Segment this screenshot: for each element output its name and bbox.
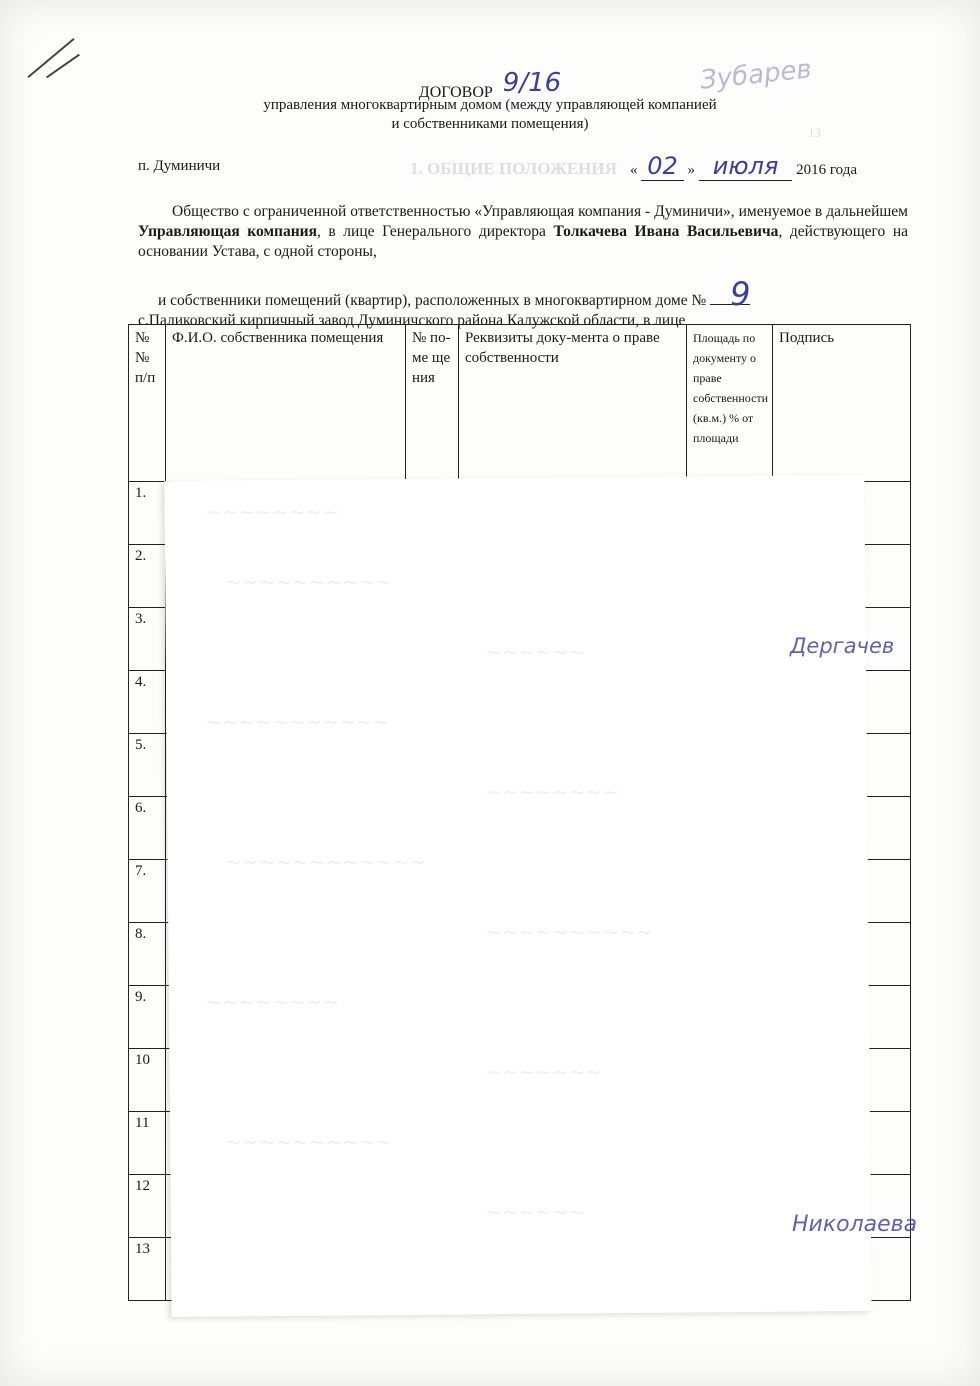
date-close-quote: » — [687, 162, 696, 178]
preamble-paragraph — [138, 202, 908, 262]
faded-handwriting-under-overlay: ~~~~~~~~ ~~~~~~~~~~ ~~~~~~ ~~~~~~~~~~~ ~~~~~~~~ ~~~~~~~~~~~~ ~~~~~~~~~~ ~~~~~~~~ ~~~~~~~ ~~~~~~~~~~ ~~~~~~ — [205, 500, 653, 1224]
company-name: Управляющая компания — [138, 223, 317, 240]
owners-part-a: и собственники помещений (квартир), расположенных в многоквартирном доме № — [158, 292, 707, 309]
signature-row-3: Дергачев — [790, 634, 895, 658]
row-number: 6. — [129, 797, 166, 860]
row-number: 10 — [129, 1049, 166, 1112]
row-number: 5. — [129, 734, 166, 797]
row-number: 8. — [129, 923, 166, 986]
place-of-signing: п. Думиничи — [138, 158, 221, 174]
signature-row-12: Николаева — [792, 1212, 918, 1237]
bleed-through-number: 13 — [808, 125, 821, 140]
preamble-part-a: Общество с ограниченной ответственностью «Управляющая компания - Думиничи», именуемое в дальнейшем — [172, 203, 908, 220]
row-number: 13 — [129, 1238, 166, 1301]
row-number: 7. — [129, 860, 166, 923]
subtitle-line-1: управления многоквартирным домом (между управляющей компанией — [263, 97, 717, 113]
row-number: 9. — [129, 986, 166, 1049]
date-month: июля — [699, 152, 793, 181]
row-number: 2. — [129, 545, 166, 608]
col-header-name: Ф.И.О. собственника помещения — [166, 325, 406, 482]
date-open-quote: « — [630, 162, 638, 178]
row-number: 3. — [129, 608, 166, 671]
col-header-ownership-doc: Реквизиты доку-мента о праве собственности — [459, 325, 687, 482]
subtitle-line-2: и собственниками помещения) — [391, 116, 589, 132]
col-header-signature: Подпись — [773, 325, 911, 482]
title-text: ДОГОВОР — [418, 84, 493, 101]
col-header-num: № № п/п — [129, 325, 166, 482]
date-day: 02 — [641, 152, 684, 181]
col-header-area: Площадь по документу о праве собственности (кв.м.) % от площади — [687, 325, 773, 482]
owners-part-b: с.Паликовский кирпичный завод Думиничского района Калужской области, в лице — [138, 312, 686, 329]
director-name: Толкачева Ивана Васильевича — [553, 223, 779, 240]
row-number: 1. — [129, 482, 166, 545]
date-year: 2016 года — [796, 162, 858, 178]
col-header-apartment: № по-ме ще ния — [406, 325, 459, 482]
row-number: 11 — [129, 1112, 166, 1175]
bleed-through-heading: 1. ОБЩИЕ ПОЛОЖЕНИЯ — [410, 160, 617, 177]
row-number: 12 — [129, 1175, 166, 1238]
contract-date — [630, 152, 857, 180]
handwritten-house-number: 9 — [710, 284, 750, 305]
row-number: 4. — [129, 671, 166, 734]
preamble-part-b: , в лице Генерального директора — [316, 223, 554, 240]
preamble-part-c: , действующего на основании Устава, с одной стороны, — [138, 223, 909, 260]
handwritten-note-top-right: Зубарев — [698, 54, 814, 96]
handwritten-doc-number: 9/16 — [502, 68, 562, 98]
table-header-row — [129, 325, 911, 482]
